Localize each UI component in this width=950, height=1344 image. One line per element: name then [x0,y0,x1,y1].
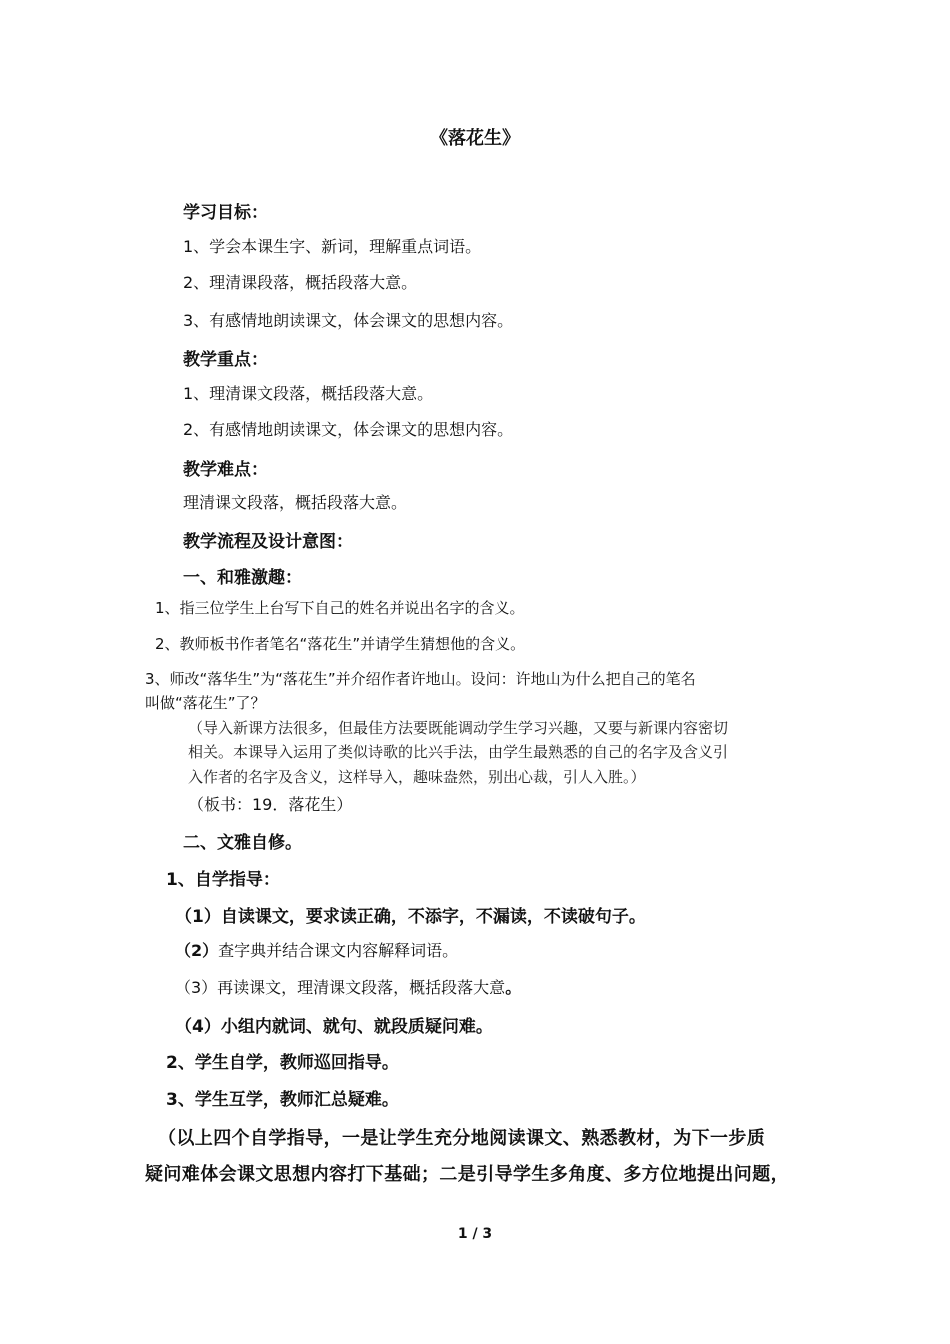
learning-goal-item: 2、理清课段落，概括段落大意。 [183,273,418,292]
page-indicator: 1 / 3 [457,1226,493,1242]
section1-item: 1、指三位学生上台写下自己的姓名并说出名字的含义。 [155,599,525,617]
section1-note-line: （导入新课方法很多，但最佳方法要既能调动学生学习兴趣，又要与新课内容密切 [188,719,729,737]
section1-item3-line1: 3、师改“落华生”为“落花生”并介绍作者许地山。设问：许地山为什么把自己的笔名 [145,670,696,688]
section1-note-line: 入作者的名字及含义，这样导入，趣味盎然，别出心裁，引人入胜。） [188,768,646,786]
guide-item-3 [175,975,521,998]
guide-item-2-text: 查字典并结合课文内容解释词语。 [218,941,459,960]
learning-goal-item: 1、学会本课生字、新词，理解重点词语。 [183,237,482,256]
guide-item-2-number: （2） [175,941,219,960]
key-points-heading: 教学重点： [183,350,268,370]
section2-heading: 二、文雅自修。 [183,833,302,853]
section1-item3-line2: 叫做“落花生”了？ [145,694,266,712]
section1-board-note: （板书：19．落花生） [188,795,353,814]
difficulty-text: 理清课文段落，概括段落大意。 [183,493,408,512]
guide-item-1: （1）自读课文，要求读正确，不添字，不漏读，不读破句子。 [175,907,646,927]
learning-goals-heading: 学习目标： [183,203,268,223]
learning-goal-item: 3、有感情地朗读课文，体会课文的思想内容。 [183,311,514,330]
guide-item-2 [175,938,458,961]
process-heading: 教学流程及设计意图： [183,532,353,552]
section1-heading: 一、和雅激趣： [183,568,302,588]
section1-item: 2、教师板书作者笔名“落花生”并请学生猜想他的含义。 [155,635,526,653]
key-point-item: 1、理清课文段落，概括段落大意。 [183,384,434,403]
section2-step-2: 2、学生自学，教师巡回指导。 [166,1053,399,1073]
guide-item-4: （4）小组内就词、就句、就段质疑问难。 [175,1017,493,1037]
difficulty-heading: 教学难点： [183,460,268,480]
guide-item-3-end: 。 [505,978,522,997]
summary-line: 疑问难体会课文思想内容打下基础；二是引导学生多角度、多方位地提出问题， [145,1164,789,1185]
self-study-guide-heading: 1、自学指导： [166,870,280,890]
document-title: 《落花生》 [430,128,520,149]
guide-item-3-text: （3）再读课文，理清课文段落，概括段落大意 [175,978,506,997]
summary-line: （以上四个自学指导，一是让学生充分地阅读课文、熟悉教材，为下一步质 [158,1128,766,1149]
section1-note-line: 相关。本课导入运用了类似诗歌的比兴手法，由学生最熟悉的自己的名字及含义引 [188,743,729,761]
key-point-item: 2、有感情地朗读课文，体会课文的思想内容。 [183,420,514,439]
section2-step-3: 3、学生互学，教师汇总疑难。 [166,1090,399,1110]
